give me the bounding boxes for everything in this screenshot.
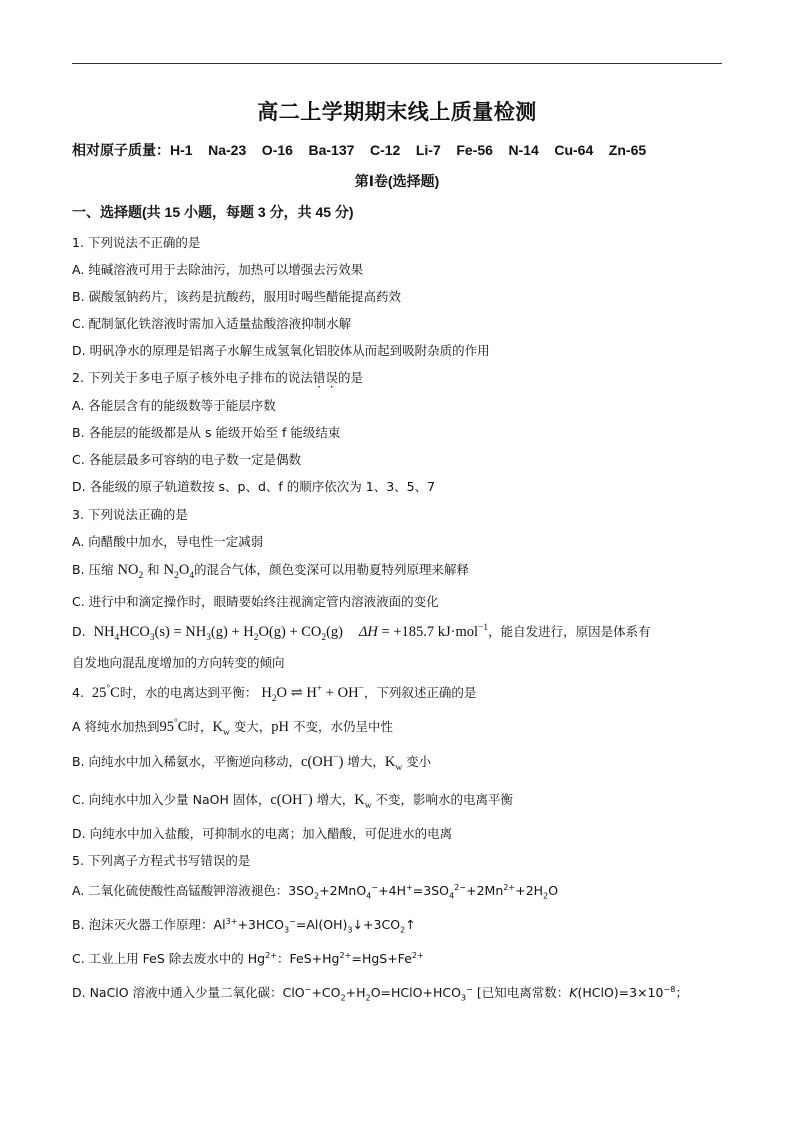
equation-water-ionization: $H_2O$ ⇌ H+ + OH− xyxy=(261,684,364,704)
q5-c-text: C. 工业上用 FeS 除去废水中的 Hg xyxy=(72,951,266,966)
q3-option-d xyxy=(72,622,722,643)
q3-option-d-cont: 自发地向混乱度增加的方向转变的倾向 xyxy=(72,655,285,670)
q5-option-b xyxy=(72,915,416,935)
c-oh-symbol: c(OH−) xyxy=(270,791,313,808)
q5-option-c: C. 工业上用 FeS 除去废水中的 $Hg^{2+}$：$FeS+Hg^{2+}=HgS+Fe^{2+}$ xyxy=(72,949,424,966)
q3-b-and: 和 xyxy=(147,562,160,577)
q5-c-colon: ： xyxy=(277,951,290,966)
q4-a-increase: 变大， xyxy=(233,719,272,734)
q5-option-d xyxy=(72,983,688,1003)
q2-option-c: C. 各能层最多可容纳的电子数一定是偶数 xyxy=(72,452,302,467)
temp-25c: 25°C xyxy=(91,684,120,701)
kw-symbol: $K_w$ xyxy=(384,754,403,773)
q4-stem xyxy=(72,683,476,704)
q1-option-a: A. 纯碱溶液可用于去除油污，加热可以增强去污效果 xyxy=(72,262,364,277)
q5-d-end: ； xyxy=(675,985,688,1000)
page-title: 高二上学期期末线上质量检测 xyxy=(257,99,537,124)
q1-option-c: C. 配制氯化铁溶液时需加入适量盐酸溶液抑制水解 xyxy=(72,316,352,331)
q4-b-decrease: 变小 xyxy=(406,754,432,769)
temp-95c: 95°C xyxy=(159,718,188,735)
q4-c-text: C. 向纯水中加入少量 NaOH 固体， xyxy=(72,792,271,807)
formula-n2o4: $N_2O_4$ xyxy=(163,562,195,581)
q4-a-text: A 将纯水加热到 xyxy=(72,719,160,734)
q2-stem-text: 2. 下列关于多电子原子核外电子排布的说法 xyxy=(72,370,313,385)
kw-symbol: $K_w$ xyxy=(354,792,372,811)
q3-d-tail: ，能自发进行，原因是体系有 xyxy=(488,624,651,639)
equation-nh4hco3: $NH_4HCO_3(s) = NH_3(g) + H_2O(g) + CO_2(g)$ xyxy=(93,624,344,643)
q4-c-increase: 增大， xyxy=(316,792,355,807)
q5-a-text: A. 二氧化硫使酸性高锰酸钾溶液褪色： xyxy=(72,883,289,898)
q3-d-label: D. xyxy=(72,624,86,639)
q1-stem: 1. 下列说法不正确的是 xyxy=(72,235,201,250)
q2-option-a: A. 各能层含有的能级数等于能层序数 xyxy=(72,398,276,413)
q3-b-rest: 的混合气体，颜色变深可以用勒夏特列原理来解释 xyxy=(194,562,470,577)
equation-so2-mno4: $3SO_2+2MnO_4^-+4H^+=3SO_4^{2-}+2Mn^{2+}+2H_2O$ xyxy=(288,881,559,901)
atomic-masses: 相对原子质量：H-1 Na-23 O-16 Ba-137 C-12 Li-7 Fe-56 N-14 Cu-64 Zn-65 xyxy=(72,142,647,158)
q2-option-d: D. 各能级的原子轨道数按 s、p、d、f 的顺序依次为 1、3、5、7 xyxy=(72,479,436,494)
q2-stem xyxy=(72,368,363,386)
q2-option-b: B. 各能层的能级都是从 s 能级开始至 f 能级结束 xyxy=(72,425,341,440)
q3-option-a: A. 向醋酸中加水，导电性一定减弱 xyxy=(72,534,264,549)
q3-option-c: C. 进行中和滴定操作时，眼睛要始终注视滴定管内溶液液面的变化 xyxy=(72,594,439,609)
formula-no2: $NO_2$ xyxy=(117,562,144,581)
volume-heading: 第Ⅰ卷(选择题) xyxy=(354,173,440,189)
q3-option-b xyxy=(72,560,469,581)
q5-d-text: D. NaClO 溶液中通入少量二氧化碳： xyxy=(72,985,283,1000)
q4-b-text: B. 向纯水中加入稀氨水，平衡逆向移动， xyxy=(72,754,302,769)
q4-option-c xyxy=(72,790,513,811)
equation-al-hco3: $Al^{3+}+3HCO_3^-=Al(OH)_3↓+3CO_2↑$ xyxy=(213,915,416,935)
q5-d-note: [已知电离常数： xyxy=(476,985,570,1000)
q4-c-rest: 不变，影响水的电离平衡 xyxy=(375,792,514,807)
enthalpy-value: ΔH = +185.7 kJ·mol$^{-1}$ xyxy=(358,623,489,640)
section-heading: 一、选择题(共 15 小题，每题 3 分，共 45 分) xyxy=(72,204,354,220)
kw-symbol: $K_w$ xyxy=(212,719,230,738)
header-rule xyxy=(72,63,722,64)
ka-hclo: $K(HClO)=3\times 10^{-8}$ xyxy=(569,983,676,1000)
q4-option-a xyxy=(72,717,393,738)
q2-emphasis-1: 错 xyxy=(312,370,326,385)
q2-stem-end: 的是 xyxy=(337,370,363,385)
q4-number: 4. xyxy=(72,685,84,700)
equation-clo-co2: $ClO^-+CO_2+H_2O=HClO+HCO_3^-$ xyxy=(282,983,473,1003)
equation-fes-hg: $FeS+Hg^{2+}=HgS+Fe^{2+}$ xyxy=(289,949,424,966)
q5-b-text: B. 泡沫灭火器工作原理： xyxy=(72,917,214,932)
c-oh-symbol: c(OH−) xyxy=(301,753,344,770)
q3-stem: 3. 下列说法正确的是 xyxy=(72,507,188,522)
q2-emphasis-2: 误 xyxy=(325,370,338,385)
q4-option-d: D. 向纯水中加入盐酸，可抑制水的电离；加入醋酸，可促进水的电离 xyxy=(72,826,453,841)
q4-option-b xyxy=(72,752,431,773)
q4-a-when: 时， xyxy=(187,719,213,734)
q3-b-text: B. 压缩 xyxy=(72,562,114,577)
q1-option-b: B. 碳酸氢钠药片，该药是抗酸药，服用时喝些醋能提高药效 xyxy=(72,289,402,304)
q1-option-d: D. 明矾净水的原理是铝离子水解生成氢氧化铝胶体从而起到吸附杂质的作用 xyxy=(72,343,490,358)
ph-symbol: pH xyxy=(271,719,289,735)
q4-a-rest: 不变，水仍呈中性 xyxy=(292,719,393,734)
q4-stem-mid: 时，水的电离达到平衡： xyxy=(119,685,258,700)
q5-option-a xyxy=(72,881,558,901)
q4-b-increase: 增大， xyxy=(347,754,385,769)
q5-stem: 5. 下列离子方程式书写错误的是 xyxy=(72,853,251,868)
q4-stem-end: ，下列叙述正确的是 xyxy=(363,685,477,700)
